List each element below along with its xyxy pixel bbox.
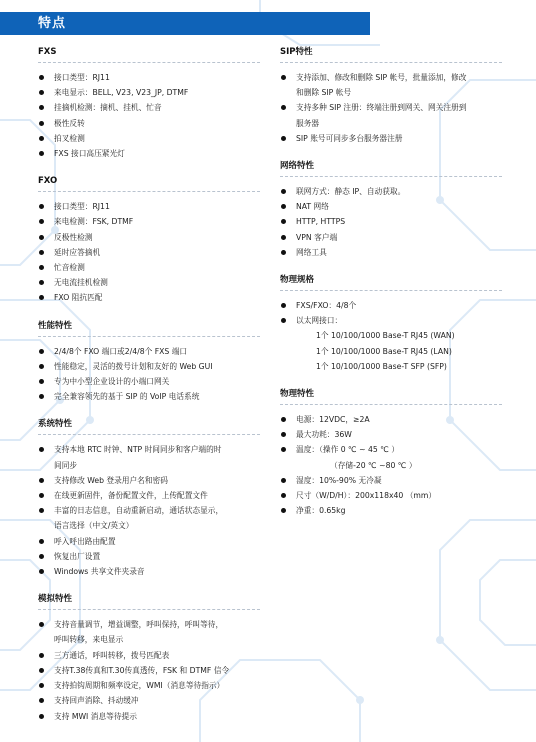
list-item-text: 支持 MWI 消息等待提示 bbox=[54, 711, 137, 721]
bullet-icon bbox=[281, 75, 286, 80]
bullet-icon bbox=[281, 235, 286, 240]
bullet-icon bbox=[281, 417, 286, 422]
list-item bbox=[38, 344, 270, 359]
section-divider bbox=[280, 404, 502, 405]
list-item-text: 语言选择（中文/英文） bbox=[54, 521, 134, 531]
list-item-text: 恢复出厂设置 bbox=[54, 551, 101, 561]
list-item bbox=[38, 648, 270, 663]
list-item bbox=[38, 260, 270, 275]
list-item bbox=[38, 473, 270, 488]
list-item bbox=[38, 549, 270, 564]
list-item-text: FXS 接口高压紧光灯 bbox=[54, 149, 125, 159]
list-item-text: 支持修改 Web 登录用户名和密码 bbox=[54, 475, 168, 485]
feature-section bbox=[38, 46, 270, 161]
bullet-icon bbox=[39, 394, 44, 399]
list-item-text: （存储-20 ℃ ~80 ℃ ） bbox=[330, 460, 417, 470]
list-item bbox=[38, 199, 270, 214]
section-title: 网络特性 bbox=[280, 161, 315, 172]
section-title: SIP特性 bbox=[280, 47, 313, 57]
section-divider bbox=[280, 290, 502, 291]
list-item-text: 接口类型：RJ11 bbox=[54, 73, 110, 82]
list-item-text: 支持添加、修改和删除 SIP 帐号，批量添加，修改 bbox=[296, 73, 467, 82]
feature-list bbox=[38, 70, 270, 161]
bullet-icon bbox=[281, 204, 286, 209]
bullet-icon bbox=[281, 136, 286, 141]
list-item bbox=[280, 131, 512, 146]
feature-section bbox=[38, 320, 270, 405]
feature-list bbox=[38, 344, 270, 405]
list-item bbox=[38, 230, 270, 245]
bullet-icon bbox=[39, 280, 44, 285]
list-item bbox=[38, 488, 270, 503]
section-title: FXS bbox=[38, 47, 57, 57]
bullet-icon bbox=[281, 219, 286, 224]
list-item-text: FXO 阻抗匹配 bbox=[54, 293, 103, 303]
list-item-text: 电源：12VDC，≥2A bbox=[296, 415, 370, 425]
bullet-icon bbox=[39, 105, 44, 110]
list-item-text: 专为中小型企业设计的小端口网关 bbox=[54, 377, 170, 387]
list-item-text: 无电流挂机检测 bbox=[54, 278, 108, 288]
feature-section bbox=[280, 388, 512, 518]
bullet-icon bbox=[281, 189, 286, 194]
bullet-icon bbox=[281, 303, 286, 308]
section-divider bbox=[38, 434, 260, 435]
feature-list bbox=[38, 199, 270, 305]
bullet-icon bbox=[39, 714, 44, 719]
bullet-icon bbox=[39, 493, 44, 498]
list-item bbox=[38, 564, 270, 579]
list-item-text: 三方通话，呼叫转移，拨号匹配表 bbox=[54, 650, 170, 660]
section-title: 物理特性 bbox=[280, 389, 315, 400]
list-item-text: 支持多种 SIP 注册：终端注册到网关、网关注册到 bbox=[296, 103, 467, 113]
list-item bbox=[38, 374, 270, 389]
list-item bbox=[38, 275, 270, 290]
list-item-text: 联网方式：静态 IP、自动获取。 bbox=[296, 187, 406, 197]
list-item bbox=[280, 503, 512, 518]
list-item-text: NAT 网络 bbox=[296, 202, 329, 212]
bullet-icon bbox=[39, 295, 44, 300]
list-item-text: 拍叉检测 bbox=[54, 133, 85, 143]
list-item-text: SIP 账号可同步多台服务器注册 bbox=[296, 133, 403, 143]
bullet-icon bbox=[39, 447, 44, 452]
right-column bbox=[280, 46, 512, 532]
bullet-icon bbox=[39, 539, 44, 544]
bullet-icon bbox=[39, 235, 44, 240]
list-item-text: 来电检测：FSK, DTMF bbox=[54, 217, 134, 227]
bullet-icon bbox=[39, 668, 44, 673]
bullet-icon bbox=[39, 653, 44, 658]
bullet-icon bbox=[39, 136, 44, 141]
section-divider bbox=[38, 62, 260, 63]
list-item bbox=[38, 678, 270, 693]
feature-list bbox=[280, 70, 512, 146]
list-item-text: 支持回声消除、抖动缓冲 bbox=[54, 696, 139, 706]
list-item-text: 以太网接口： bbox=[296, 316, 343, 326]
list-item bbox=[280, 412, 512, 427]
feature-list bbox=[280, 184, 512, 260]
list-item-text: 呼入呼出路由配置 bbox=[54, 536, 116, 546]
section-title: 模拟特性 bbox=[38, 594, 73, 605]
list-item bbox=[38, 534, 270, 549]
list-item-text: 网络工具 bbox=[296, 247, 327, 257]
list-item bbox=[38, 389, 270, 404]
list-item-text: 呼叫转移，来电显示 bbox=[54, 635, 124, 645]
bullet-icon bbox=[281, 432, 286, 437]
feature-list bbox=[38, 442, 270, 579]
bullet-icon bbox=[39, 508, 44, 513]
bullet-icon bbox=[39, 121, 44, 126]
list-item bbox=[280, 442, 512, 472]
list-item bbox=[38, 617, 270, 647]
feature-section bbox=[38, 418, 270, 579]
bullet-icon bbox=[39, 379, 44, 384]
list-item bbox=[38, 131, 270, 146]
list-item-text: 温度：（操作 0 ℃ ~ 45 ℃ ） bbox=[296, 445, 400, 455]
bullet-icon bbox=[39, 569, 44, 574]
bullet-icon bbox=[39, 204, 44, 209]
list-item-text: 1个 10/100/1000 Base-T RJ45 (LAN) bbox=[316, 346, 452, 356]
bullet-icon bbox=[39, 265, 44, 270]
list-item-text: 间同步 bbox=[54, 460, 78, 470]
list-item-text: 支持音量调节，增益调整，呼叫保持，呼叫等待， bbox=[54, 620, 224, 630]
list-item bbox=[38, 663, 270, 678]
list-item-text: 在线更新固件，备份配置文件，上传配置文件 bbox=[54, 491, 208, 501]
list-item bbox=[280, 488, 512, 503]
list-item-text: 和删除 SIP 帐号 bbox=[296, 88, 352, 98]
list-item bbox=[280, 230, 512, 245]
feature-section bbox=[280, 160, 512, 260]
list-item-text: 接口类型：RJ11 bbox=[54, 202, 110, 212]
list-item-text: 2/4/8个 FXO 端口或2/4/8个 FXS 端口 bbox=[54, 346, 188, 356]
list-item bbox=[38, 709, 270, 724]
list-item-text: 来电显示：BELL, V23, V23_JP, DTMF bbox=[54, 88, 189, 98]
list-item bbox=[280, 100, 512, 130]
list-item-text: 完全兼容领先的基于 SIP 的 VoIP 电话系统 bbox=[54, 392, 200, 402]
list-item-text: VPN 客户端 bbox=[296, 232, 338, 242]
bullet-icon bbox=[281, 318, 286, 323]
bullet-icon bbox=[281, 250, 286, 255]
list-item bbox=[38, 693, 270, 708]
list-item-text: 极性反转 bbox=[54, 118, 85, 128]
list-item-text: 挂摘机检测：摘机、挂机、忙音 bbox=[54, 103, 162, 113]
bullet-icon bbox=[39, 349, 44, 354]
list-item-text: 忙音检测 bbox=[54, 263, 85, 273]
list-item-text: 服务器 bbox=[296, 118, 320, 128]
section-title: FXO bbox=[38, 176, 58, 187]
list-item-text: 支持T.38传真和T.30传真透传，FSK 和 DTMF 信令 bbox=[54, 665, 230, 675]
list-item-text: 延时应答摘机 bbox=[54, 247, 101, 257]
list-item-text: 最大功耗：36W bbox=[296, 430, 352, 440]
list-item bbox=[280, 199, 512, 214]
feature-section bbox=[280, 274, 512, 374]
list-item bbox=[38, 146, 270, 161]
list-item bbox=[38, 214, 270, 229]
bullet-icon bbox=[281, 493, 286, 498]
bullet-icon bbox=[39, 622, 44, 627]
list-item-text: 丰富的日志信息，自动重新启动，通话状态显示， bbox=[54, 506, 224, 516]
list-item-text: 性能稳定，灵活的拨号计划和友好的 Web GUI bbox=[54, 361, 213, 371]
bullet-icon bbox=[39, 698, 44, 703]
list-item bbox=[280, 298, 512, 313]
section-divider bbox=[280, 176, 502, 177]
bullet-icon bbox=[281, 508, 286, 513]
list-item-text: 湿度：10%-90% 无冷凝 bbox=[296, 475, 382, 485]
list-item bbox=[280, 184, 512, 199]
list-item bbox=[38, 359, 270, 374]
feature-section bbox=[280, 46, 512, 146]
list-item bbox=[38, 245, 270, 260]
list-item bbox=[280, 473, 512, 488]
feature-section bbox=[38, 175, 270, 305]
bullet-icon bbox=[39, 151, 44, 156]
bullet-icon bbox=[281, 447, 286, 452]
list-item bbox=[38, 85, 270, 100]
bullet-icon bbox=[39, 478, 44, 483]
bullet-icon bbox=[281, 105, 286, 110]
bullet-icon bbox=[281, 478, 286, 483]
list-item bbox=[38, 116, 270, 131]
bullet-icon bbox=[39, 554, 44, 559]
feature-list bbox=[38, 617, 270, 723]
list-item bbox=[38, 70, 270, 85]
list-item-text: 净重：0.65kg bbox=[296, 506, 346, 516]
list-item bbox=[280, 427, 512, 442]
list-item-text: Windows 共享文件夹录音 bbox=[54, 567, 145, 577]
section-title: 物理规格 bbox=[280, 275, 315, 286]
list-item bbox=[280, 245, 512, 260]
bullet-icon bbox=[39, 364, 44, 369]
list-item-text: FXS/FXO：4/8个 bbox=[296, 301, 357, 311]
bullet-icon bbox=[39, 250, 44, 255]
feature-list bbox=[280, 298, 512, 374]
bullet-icon bbox=[39, 219, 44, 224]
list-item bbox=[280, 70, 512, 100]
section-title: 性能特性 bbox=[38, 320, 73, 331]
list-item-text: 反极性检测 bbox=[54, 232, 93, 242]
list-item-text: 支持本地 RTC 时钟、NTP 时间同步和客户端的时 bbox=[54, 445, 222, 455]
list-item-text: 支持拍钩周期和频率设定，WMI（消息等待指示） bbox=[54, 681, 225, 691]
list-item bbox=[280, 313, 512, 374]
list-item bbox=[38, 100, 270, 115]
list-item bbox=[38, 290, 270, 305]
feature-list bbox=[280, 412, 512, 518]
list-item-text: 1个 10/100/1000 Base-T RJ45 (WAN) bbox=[316, 331, 455, 341]
section-divider bbox=[38, 609, 260, 610]
bullet-icon bbox=[39, 683, 44, 688]
section-header-bar bbox=[0, 12, 370, 35]
section-divider bbox=[38, 191, 260, 192]
page-title: 特点 bbox=[38, 16, 67, 31]
section-divider bbox=[38, 336, 260, 337]
bullet-icon bbox=[39, 90, 44, 95]
list-item bbox=[280, 214, 512, 229]
list-item bbox=[38, 503, 270, 533]
section-title: 系统特性 bbox=[38, 419, 73, 430]
left-column bbox=[38, 46, 270, 738]
list-item bbox=[38, 442, 270, 472]
list-item-text: 1个 10/100/1000 Base-T SFP (SFP) bbox=[316, 361, 447, 371]
section-divider bbox=[280, 62, 502, 63]
list-item-text: 尺寸（W/D/H）：200x118x40 （mm） bbox=[296, 491, 437, 501]
bullet-icon bbox=[39, 75, 44, 80]
feature-section bbox=[38, 593, 270, 723]
list-item-text: HTTP, HTTPS bbox=[296, 217, 346, 227]
